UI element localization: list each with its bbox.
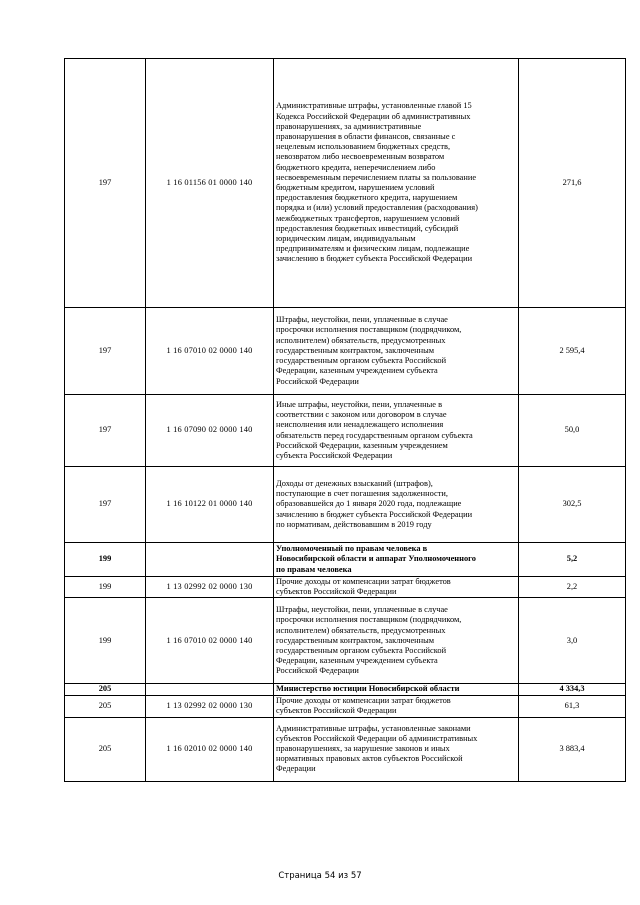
description-line: порядка и (или) условий предоставления (расходования): [276, 203, 478, 213]
description-line: правонарушения в области финансов, связанные с: [276, 131, 456, 141]
revenue-code-cell: 1 13 02992 02 0000 130: [146, 577, 274, 598]
description-cell: [274, 395, 519, 467]
description-line: государственным контрактом, заключенным: [276, 635, 435, 645]
description-line: по нормативам, действовавшим в 2019 году: [276, 519, 432, 529]
description-line: Российской Федерации: [276, 666, 359, 676]
description-line: Федерации, казенным учреждением субъекта: [276, 366, 438, 376]
revenue-code-cell: [146, 684, 274, 695]
admin-code-cell: 205: [65, 717, 146, 781]
description-line: субъектов Российской Федерации: [276, 706, 397, 716]
admin-code-cell: 197: [65, 308, 146, 395]
admin-code-cell: 205: [65, 684, 146, 695]
amount-cell: 61,3: [519, 695, 626, 717]
description-line: предпринимателям и физическим лицам, подлежащие: [276, 244, 470, 254]
table-row: [65, 395, 626, 467]
table-row: [65, 695, 626, 717]
description-line: поступающие в счет погашения задолженности,: [276, 489, 448, 499]
description-line: Административные штрафы, установленные главой 15: [276, 101, 472, 111]
amount-cell: 2,2: [519, 577, 626, 598]
description-cell: [274, 577, 519, 598]
amount-cell: 302,5: [519, 467, 626, 543]
description-line: по правам человека: [276, 564, 352, 574]
description-line: субъектов Российской Федерации: [276, 587, 397, 597]
description-line: Министерство юстиции Новосибирской области: [276, 684, 460, 694]
revenue-code-cell: 1 16 07010 02 0000 140: [146, 598, 274, 684]
description-line: государственным контрактом, заключенным: [276, 345, 435, 355]
description-cell: [274, 598, 519, 684]
page-number: Страница 54 из 57: [278, 871, 362, 881]
description-line: просрочки исполнения поставщиком (подрядчиком,: [276, 615, 462, 625]
description-line: межбюджетных трансфертов, нарушением условий: [276, 213, 460, 223]
amount-cell: 3 883,4: [519, 717, 626, 781]
admin-code-cell: 199: [65, 577, 146, 598]
description-line: Федерации: [276, 764, 316, 774]
description-line: нормативных правовых актов субъектов Российской: [276, 754, 463, 764]
description-line: Штрафы, неустойки, пени, уплаченные в случае: [276, 315, 448, 325]
description-line: правонарушениях, за административные: [276, 121, 422, 131]
table-section-row: [65, 543, 626, 577]
admin-code-cell: 197: [65, 467, 146, 543]
description-cell: [274, 695, 519, 717]
description-line: юридическим лицам, индивидуальным: [276, 234, 416, 244]
description-cell: [274, 467, 519, 543]
description-line: Административные штрафы, установленные законами: [276, 723, 471, 733]
admin-code-cell: 197: [65, 395, 146, 467]
description-cell: [274, 308, 519, 395]
description-line: государственным органом субъекта Российской: [276, 356, 447, 366]
description-line: Российской Федерации, казенным учреждением: [276, 440, 448, 450]
description-cell: [274, 543, 519, 577]
description-line: Уполномоченный по правам человека в: [276, 544, 428, 554]
table-section-row: [65, 684, 626, 695]
description-line: исполнителем) обязательств, предусмотренных: [276, 335, 446, 345]
admin-code-cell: 197: [65, 59, 146, 308]
revenue-table: [64, 58, 626, 782]
description-line: государственным органом субъекта Российской: [276, 646, 447, 655]
revenue-code-cell: 1 16 07090 02 0000 140: [146, 395, 274, 467]
table-row: [65, 467, 626, 543]
amount-cell: 4 334,3: [519, 684, 626, 695]
revenue-code-cell: 1 16 10122 01 0000 140: [146, 467, 274, 543]
description-cell: [274, 684, 519, 695]
description-line: несвоевременным перечислением платы за пользование: [276, 172, 477, 182]
description-line: просрочки исполнения поставщиком (подрядчиком,: [276, 325, 462, 335]
description-line: соответствии с законом или договором в случае: [276, 410, 447, 420]
amount-cell: 5,2: [519, 543, 626, 577]
table-row: [65, 717, 626, 781]
table-row: [65, 598, 626, 684]
description-line: Новосибирской области и аппарат Уполномоченного: [276, 554, 476, 564]
description-line: предоставления бюджетных инвестиций, субсидий: [276, 223, 459, 233]
revenue-code-cell: 1 16 02010 02 0000 140: [146, 717, 274, 781]
description-line: предоставления бюджетного кредита, нарушением: [276, 193, 458, 203]
revenue-code-cell: 1 16 01156 01 0000 140: [146, 59, 274, 308]
amount-cell: 3,0: [519, 598, 626, 684]
amount-cell: 2 595,4: [519, 308, 626, 395]
description-line: зачислению в бюджет субъекта Российской Федерации: [276, 509, 473, 519]
admin-code-cell: 205: [65, 695, 146, 717]
amount-cell: 271,6: [519, 59, 626, 308]
description-line: нецелевым использованием бюджетных средств,: [276, 142, 451, 152]
description-line: бюджетного кредита, неперечислением либо: [276, 162, 436, 172]
description-line: Российской Федерации: [276, 376, 359, 386]
description-line: Федерации, казенным учреждением субъекта: [276, 656, 438, 666]
description-cell: [274, 717, 519, 781]
admin-code-cell: 199: [65, 598, 146, 684]
description-line: Иные штрафы, неустойки, пени, уплаченные в: [276, 399, 443, 409]
admin-code-cell: 199: [65, 543, 146, 577]
description-line: правонарушениях, за нарушение законов и иных: [276, 744, 450, 753]
description-line: обязательств перед государственным органом субъекта: [276, 430, 473, 440]
description-line: Штрафы, неустойки, пени, уплаченные в случае: [276, 605, 448, 615]
description-line: Прочие доходы от компенсации затрат бюджетов: [276, 695, 451, 705]
revenue-code-cell: 1 16 07010 02 0000 140: [146, 308, 274, 395]
description-line: зачислению в бюджет субъекта Российской Федерации: [276, 254, 473, 264]
description-line: неисполнения или ненадлежащего исполнения: [276, 420, 444, 430]
description-line: субъекта Российской Федерации: [276, 450, 393, 460]
description-cell: [274, 59, 519, 308]
revenue-code-cell: 1 13 02992 02 0000 130: [146, 695, 274, 717]
table-row: [65, 59, 626, 308]
description-line: Прочие доходы от компенсации затрат бюджетов: [276, 577, 451, 586]
amount-cell: 50,0: [519, 395, 626, 467]
description-line: Кодекса Российской Федерации об административных: [276, 111, 471, 121]
revenue-table-body: [65, 59, 626, 782]
description-line: невозвратом либо несвоевременным возвратом: [276, 152, 445, 162]
description-line: образовавшейся до 1 января 2020 года, подлежащие: [276, 499, 462, 509]
description-line: исполнителем) обязательств, предусмотренных: [276, 625, 446, 635]
table-row: [65, 308, 626, 395]
table-row: [65, 577, 626, 598]
description-line: субъектов Российской Федерации об административных: [276, 733, 478, 743]
revenue-code-cell: [146, 543, 274, 577]
description-line: бюджетным кредитом, нарушением условий: [276, 183, 435, 192]
description-line: Доходы от денежных взысканий (штрафов),: [276, 478, 433, 488]
